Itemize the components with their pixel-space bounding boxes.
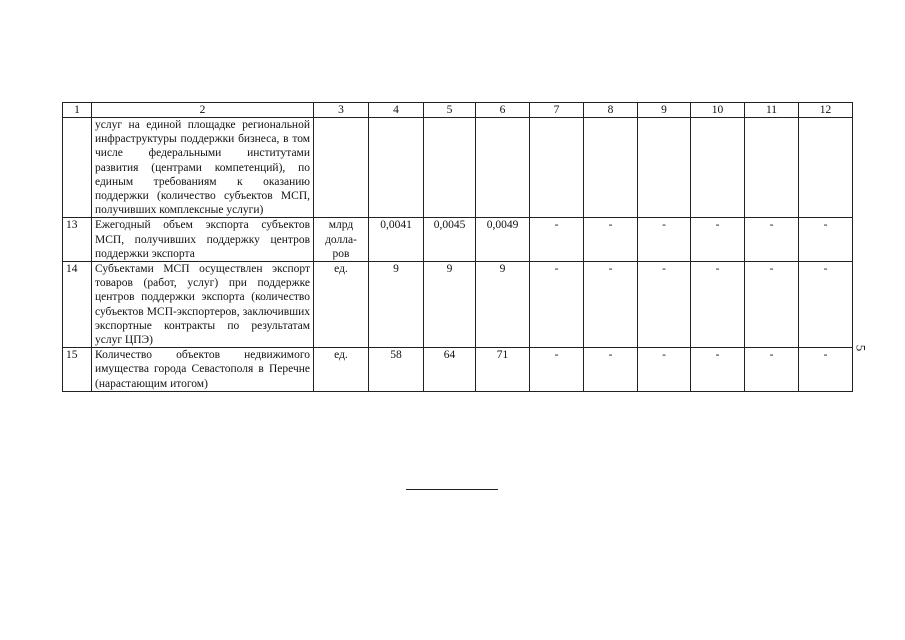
value-cell [638,118,691,218]
column-header: 5 [424,103,476,118]
value-cell [530,118,584,218]
value-cell: - [584,218,638,262]
column-header: 8 [584,103,638,118]
table-row [63,118,853,218]
value-cell [424,118,476,218]
value-cell: - [691,218,745,262]
value-cell [584,118,638,218]
value-cell: - [638,262,691,348]
value-cell: - [530,218,584,262]
column-header: 7 [530,103,584,118]
row-description: Субъектами МСП осуществлен экспорт товаров (работ, услуг) при поддержке центров поддержки экспорта (количество субъектов МСП-экспортеров, заключивших экспортные контракты по результатам услуг ЦПЭ) [92,262,314,348]
column-header: 4 [369,103,424,118]
row-unit: ед. [314,348,369,392]
value-cell [369,118,424,218]
data-table [62,102,853,392]
value-cell: 9 [476,262,530,348]
column-header: 10 [691,103,745,118]
value-cell: - [584,262,638,348]
value-cell: - [638,348,691,392]
value-cell: 64 [424,348,476,392]
value-cell: - [530,348,584,392]
column-header: 12 [799,103,853,118]
value-cell: - [745,348,799,392]
value-cell: 0,0041 [369,218,424,262]
row-description: Количество объектов недвижимого имущества города Севастополя в Перечне (нарастающим итогом) [92,348,314,392]
value-cell: - [799,218,853,262]
row-description: Ежегодный объем экспорта субъектов МСП, получивших поддержку центров поддержки экспорта [92,218,314,262]
row-unit [314,118,369,218]
value-cell [799,118,853,218]
row-unit: млрд долла-ров [314,218,369,262]
row-number [63,118,92,218]
value-cell [745,118,799,218]
table-row [63,218,853,262]
row-unit: ед. [314,262,369,348]
column-header: 9 [638,103,691,118]
value-cell [476,118,530,218]
end-divider [406,489,498,490]
value-cell: - [691,262,745,348]
value-cell: 9 [424,262,476,348]
row-number: 14 [63,262,92,348]
table-header-row [63,103,853,118]
value-cell: 9 [369,262,424,348]
row-number: 15 [63,348,92,392]
value-cell: - [691,348,745,392]
page-number: 5 [853,344,869,352]
table-row [63,348,853,392]
value-cell: - [638,218,691,262]
column-header: 11 [745,103,799,118]
value-cell: - [745,218,799,262]
value-cell: 71 [476,348,530,392]
value-cell: 0,0049 [476,218,530,262]
row-description: услуг на единой площадке региональной инфраструктуры поддержки бизнеса, в том числе федеральными институтами развития (центрами компетенций), по единым требованиям к оказанию поддержки (количество субъектов МСП, получивших комплексные услуги) [92,118,314,218]
value-cell: - [530,262,584,348]
value-cell: - [799,262,853,348]
table-row [63,262,853,348]
value-cell: 0,0045 [424,218,476,262]
row-number: 13 [63,218,92,262]
column-header: 1 [63,103,92,118]
value-cell: 58 [369,348,424,392]
column-header: 3 [314,103,369,118]
column-header: 2 [92,103,314,118]
column-header: 6 [476,103,530,118]
value-cell: - [584,348,638,392]
value-cell [691,118,745,218]
value-cell: - [745,262,799,348]
value-cell: - [799,348,853,392]
